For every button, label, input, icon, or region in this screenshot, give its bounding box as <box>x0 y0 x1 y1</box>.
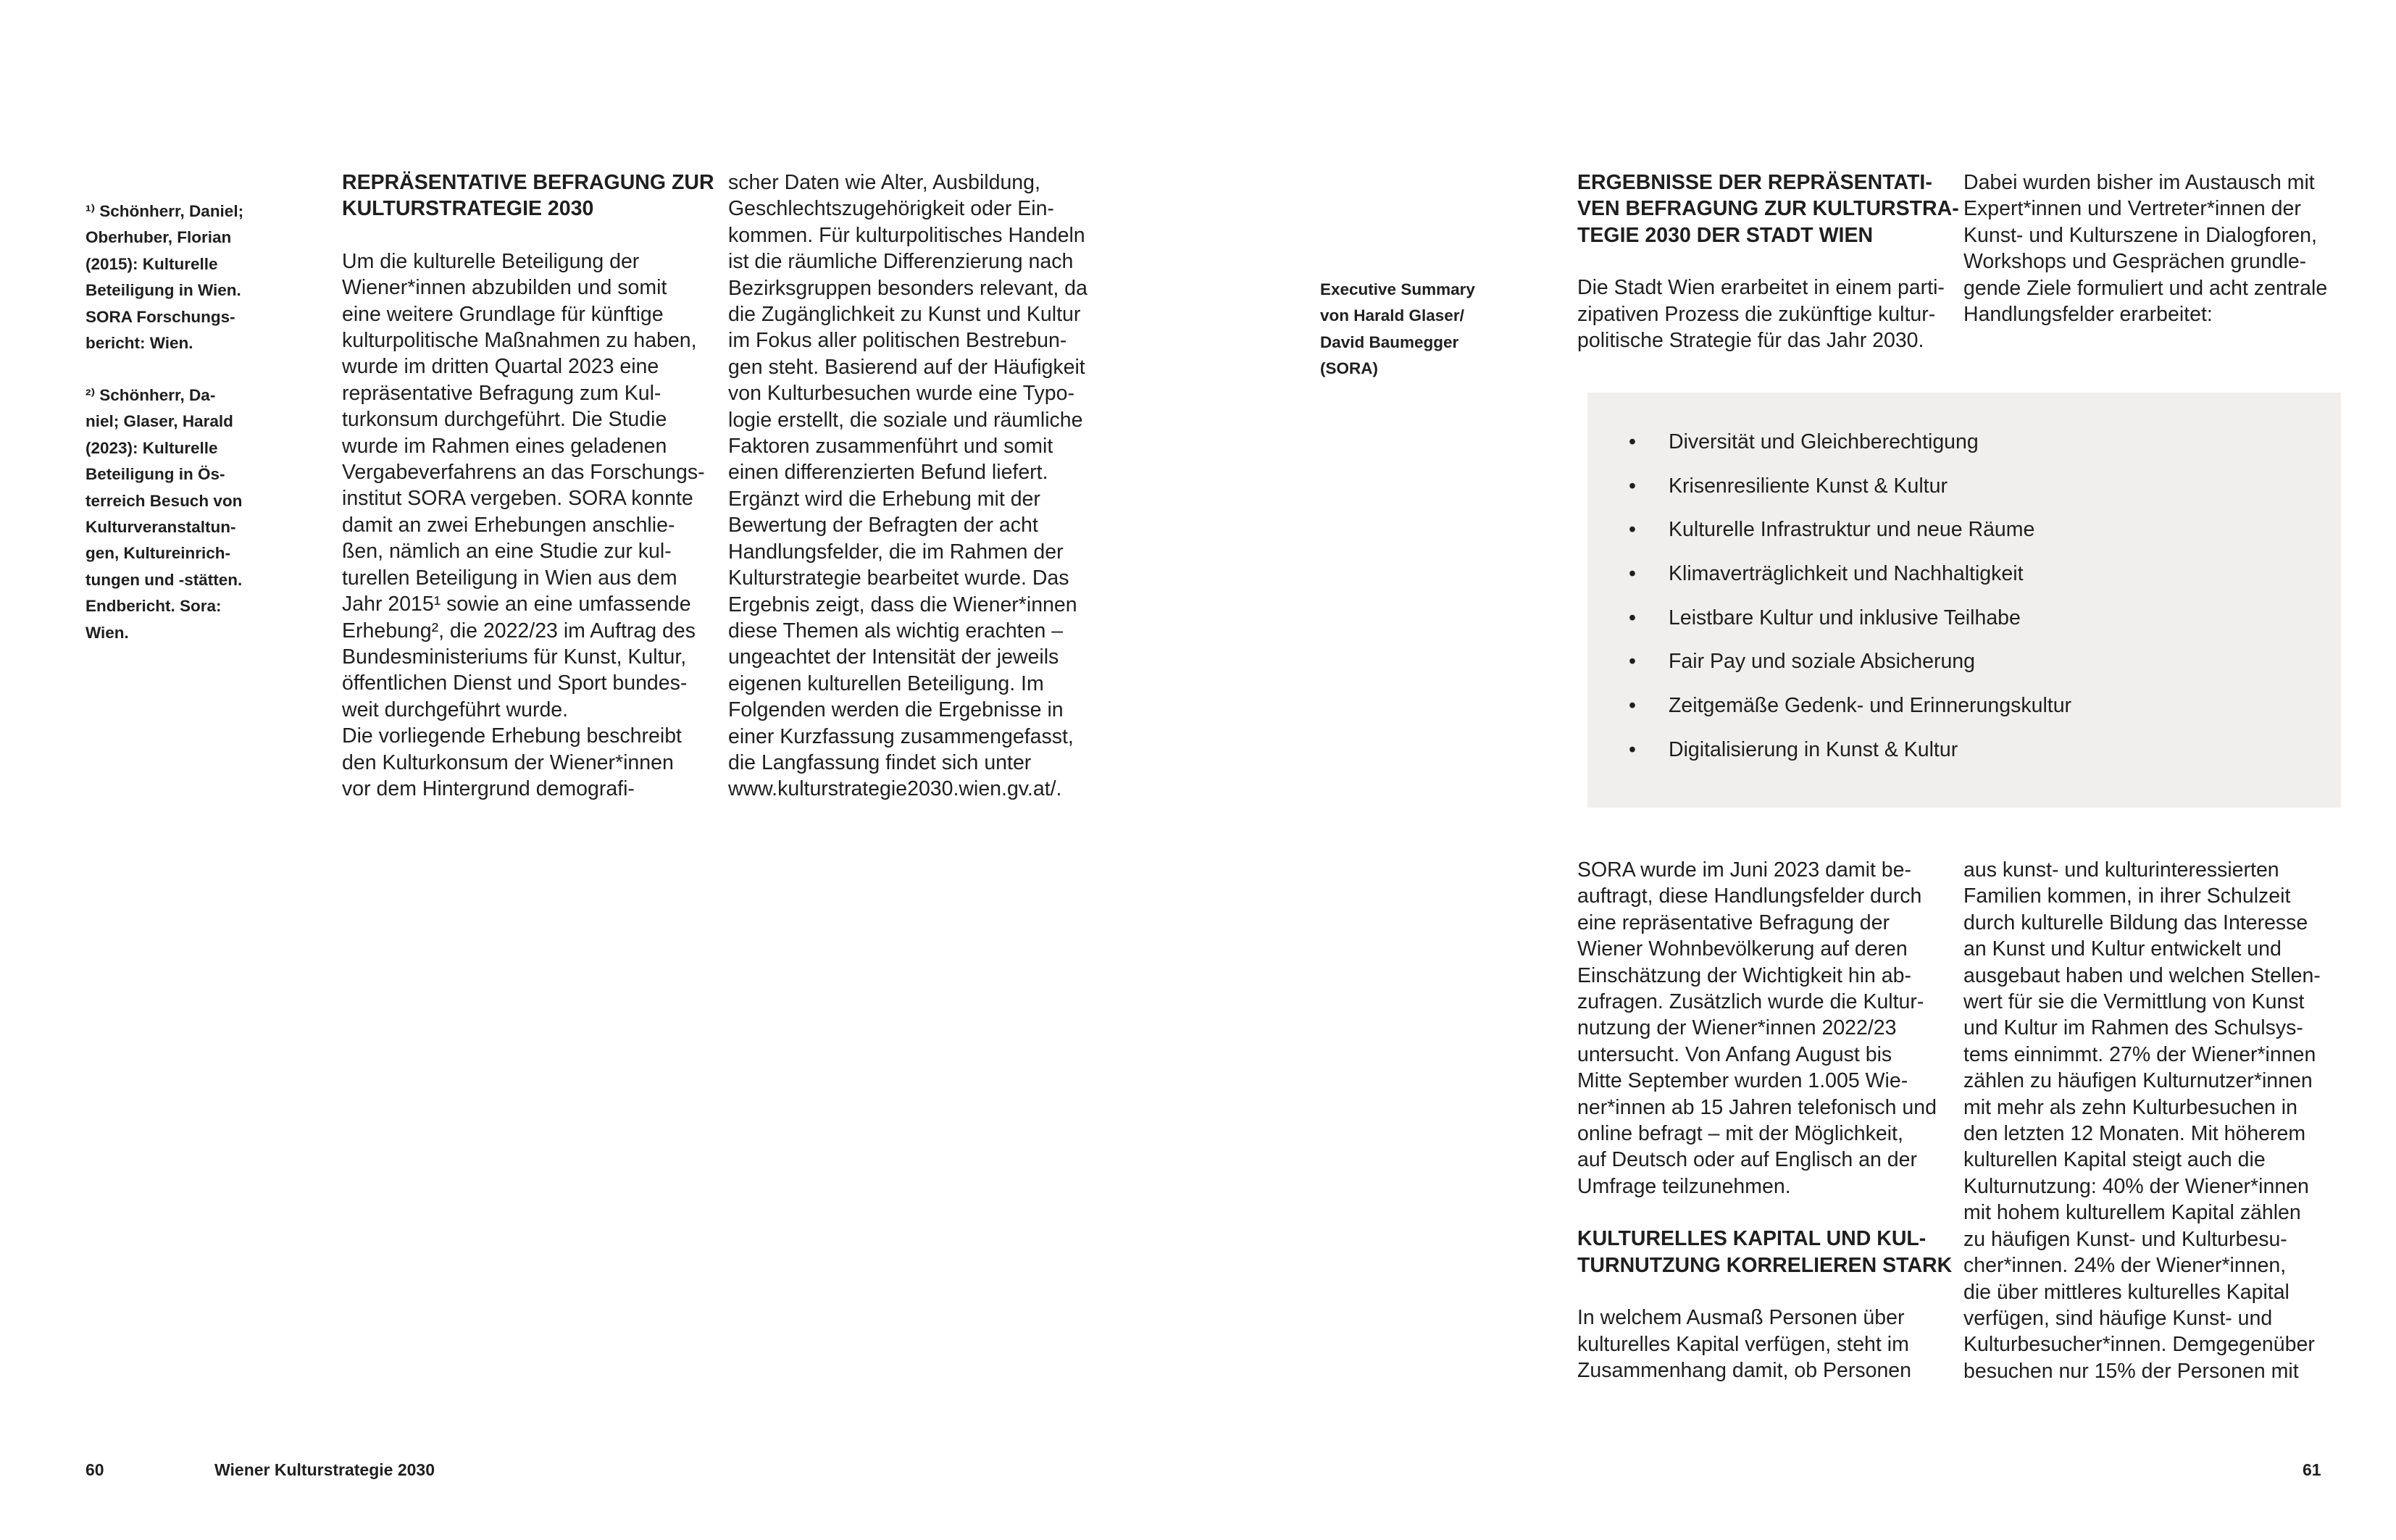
text-line: an Kunst und Kultur entwickelt und <box>1963 937 2282 961</box>
list-item <box>1629 516 2071 561</box>
list-item-label: Klimaverträglichkeit und Nachhaltigkeit <box>1669 562 2024 586</box>
text-line: gen, Kultureinrich- <box>85 544 231 563</box>
text-line: die Langfassung findet sich unter <box>728 750 1032 774</box>
section-heading-cultural-capital <box>1577 1226 1969 1279</box>
text-line: online befragt – mit der Möglichkeit, <box>1577 1122 1903 1146</box>
text-line: Wiener*innen abzubilden und somit <box>342 276 667 300</box>
text-line: wurde im dritten Quartal 2023 eine <box>342 355 659 379</box>
text-line: im Fokus aller politischen Bestrebun- <box>728 329 1067 353</box>
text-line: Geschlechtszugehörigkeit oder Ein- <box>728 197 1054 221</box>
text-line: eine weitere Grundlage für künftige <box>342 302 664 326</box>
text-line: den Kulturkonsum der Wiener*innen <box>342 750 674 774</box>
list-item-label: Zeitgemäße Gedenk- und Erinnerungskultur <box>1669 694 2072 718</box>
text-line: logie erstellt, die soziale und räumliche <box>728 408 1083 432</box>
text-line: durch kulturelle Bildung das Interesse <box>1963 911 2308 934</box>
text-line: untersucht. Von Anfang August bis <box>1577 1042 1892 1066</box>
list-item-label: Diversität und Gleichberechtigung <box>1669 430 1979 453</box>
text-line: SORA wurde im Juni 2023 damit be- <box>1577 858 1911 882</box>
text-line: zu häufigen Kunst- und Kulturbesu- <box>1963 1227 2287 1251</box>
text-line: Faktoren zusammenführt und somit <box>728 435 1053 459</box>
text-line: von Harald Glaser/ <box>1320 306 1464 325</box>
text-line: VEN BEFRAGUNG ZUR KULTURSTRA- <box>1577 197 1959 221</box>
text-line: Erhebung², die 2022/23 im Auftrag des <box>342 619 696 643</box>
executive-summary-byline <box>1320 277 1508 382</box>
text-line: Kulturnutzung: 40% der Wiener*innen <box>1963 1174 2309 1198</box>
text-line: Ergänzt wird die Erhebung mit der <box>728 487 1040 511</box>
text-line: nutzung der Wiener*innen 2022/23 <box>1577 1016 1897 1040</box>
page-number-left: 60 <box>85 1460 104 1479</box>
right-column-2-top <box>1963 170 2355 327</box>
text-line: zufragen. Zusätzlich wurde die Kultur- <box>1577 990 1924 1014</box>
left-column-2 <box>728 170 1105 803</box>
list-item <box>1629 737 2071 781</box>
text-line: Bewertung der Befragten der acht <box>728 514 1038 537</box>
section-heading-representative-survey <box>342 170 719 222</box>
text-line: tems einnimmt. 27% der Wiener*innen <box>1963 1042 2316 1066</box>
left-column-1-body <box>342 248 719 803</box>
text-line: Familien kommen, in ihrer Schulzeit <box>1963 884 2291 908</box>
list-item-label: Fair Pay und soziale Absicherung <box>1669 650 1975 674</box>
text-line: gende Ziele formuliert und acht zentrale <box>1963 276 2328 300</box>
list-item <box>1629 473 2071 517</box>
text-line: kulturelles Kapital verfügen, steht im <box>1577 1332 1909 1356</box>
text-line: Jahr 2015¹ sowie an eine umfassende <box>342 593 691 616</box>
text-line: Die vorliegende Erhebung beschreibt <box>342 724 682 748</box>
text-line: David Baumegger <box>1320 332 1459 351</box>
text-line: Zusammenhang damit, ob Personen <box>1577 1358 1912 1382</box>
section-heading-results <box>1577 170 1969 248</box>
text-line: (2023): Kulturelle <box>85 438 218 457</box>
right-column-1-top <box>1577 170 1969 353</box>
right-column-1-intro <box>1577 275 1969 353</box>
text-line: Handlungsfelder, die im Rahmen der <box>728 540 1064 564</box>
text-line: ¹⁾ Schönherr, Daniel; <box>85 202 244 220</box>
list-item <box>1629 561 2071 605</box>
right-column-2-bottom <box>1963 857 2355 1384</box>
text-line: auftragt, diese Handlungsfelder durch <box>1577 884 1922 908</box>
bullet-icon: • <box>1629 650 1636 674</box>
text-line: Kulturbesucher*innen. Demgegenüber <box>1963 1333 2315 1357</box>
list-item <box>1629 605 2071 649</box>
text-line: turellen Beteiligung in Wien aus dem <box>342 566 677 590</box>
text-line: (SORA) <box>1320 359 1378 378</box>
list-item <box>1629 692 2071 737</box>
text-line: Um die kulturelle Beteiligung der <box>342 249 640 273</box>
list-item <box>1629 429 2071 473</box>
text-line: auf Deutsch oder auf Englisch an der <box>1577 1148 1917 1172</box>
text-line: TEGIE 2030 DER STADT WIEN <box>1577 223 1874 247</box>
list-item-label: Kulturelle Infrastruktur und neue Räume <box>1669 518 2035 542</box>
page-number-right: 61 <box>2303 1460 2321 1479</box>
text-line: bericht: Wien. <box>85 334 193 353</box>
text-line: scher Daten wie Alter, Ausbildung, <box>728 171 1040 194</box>
text-line: Folgenden werden die Ergebnisse in <box>728 698 1064 722</box>
text-line: terreich Besuch von <box>85 491 243 510</box>
text-line: eine repräsentative Befragung der <box>1577 911 1890 934</box>
text-line: eigenen kulturellen Beteiligung. Im <box>728 671 1044 695</box>
text-line: mit mehr als zehn Kulturbesuchen in <box>1963 1095 2297 1119</box>
text-line: Mitte September wurden 1.005 Wie- <box>1577 1069 1908 1093</box>
text-line: Kunst- und Kulturszene in Dialogforen, <box>1963 223 2317 247</box>
left-column-2-body <box>728 170 1105 803</box>
running-title: Wiener Kulturstrategie 2030 <box>214 1460 435 1479</box>
text-line: Endbericht. Sora: <box>85 597 222 616</box>
list-item-label: Digitalisierung in Kunst & Kultur <box>1669 737 1958 761</box>
text-line: ausgebaut haben und welchen Stellen- <box>1963 963 2321 987</box>
text-line: TURNUTZUNG KORRELIEREN STARK <box>1577 1253 1953 1277</box>
text-line: Oberhuber, Florian <box>85 228 232 247</box>
text-line: tungen und -stätten. <box>85 570 243 589</box>
text-line: Die Stadt Wien erarbeitet in einem parti- <box>1577 276 1945 300</box>
text-line: ßen, nämlich an eine Studie zur kul- <box>342 540 672 564</box>
text-line: www.kulturstrategie2030.wien.gv.at/. <box>728 777 1062 801</box>
text-line: Beteiligung in Wien. <box>85 281 241 300</box>
text-line: damit an zwei Erhebungen anschlie- <box>342 513 675 537</box>
text-line: cher*innen. 24% der Wiener*innen, <box>1963 1254 2287 1278</box>
list-item-label: Krisenresiliente Kunst & Kultur <box>1669 474 1948 498</box>
text-line: Kulturstrategie bearbeitet wurde. Das <box>728 566 1069 590</box>
text-line: Expert*innen und Vertreter*innen der <box>1963 197 2301 221</box>
text-line: ²⁾ Schönherr, Da- <box>85 386 216 404</box>
text-line: öffentlichen Dienst und Sport bundes- <box>342 671 688 695</box>
right-column-1-body <box>1577 857 1969 1200</box>
footnote-1 <box>85 198 274 356</box>
list-item-label: Leistbare Kultur und inklusive Teilhabe <box>1669 606 2021 629</box>
text-line: repräsentative Befragung zum Kul- <box>342 381 661 405</box>
text-line: KULTURSTRATEGIE 2030 <box>342 197 594 221</box>
bullet-icon: • <box>1629 562 1636 586</box>
text-line: kulturellen Kapital steigt auch die <box>1963 1148 2266 1172</box>
text-line: wert für sie die Vermittlung von Kunst <box>1963 990 2305 1014</box>
text-line: Einschätzung der Wichtigkeit hin ab- <box>1577 963 1911 987</box>
text-line: die über mittleres kulturelles Kapital <box>1963 1280 2289 1304</box>
text-line: niel; Glaser, Harald <box>85 412 233 431</box>
text-line: vor dem Hintergrund demografi- <box>342 777 635 800</box>
text-line: gen steht. Basierend auf der Häufigkeit <box>728 355 1085 379</box>
text-line: Dabei wurden bisher im Austausch mit <box>1963 171 2315 194</box>
text-line: ERGEBNISSE DER REPRÄSENTATI- <box>1577 171 1932 194</box>
text-line: von Kulturbesuchen wurde eine Typo- <box>728 382 1074 406</box>
footnote-2 <box>85 382 274 646</box>
text-line: mit hohem kulturellem Kapital zählen <box>1963 1201 2301 1225</box>
text-line: kommen. Für kulturpolitisches Handeln <box>728 223 1085 247</box>
text-line: politische Strategie für das Jahr 2030. <box>1577 329 1924 353</box>
text-line: einen differenzierten Befund liefert. <box>728 461 1048 485</box>
bullet-icon: • <box>1629 474 1636 498</box>
text-line: Executive Summary <box>1320 280 1475 298</box>
text-line: den letzten 12 Monaten. Mit höherem <box>1963 1122 2306 1146</box>
text-line: turkonsum durchgeführt. Die Studie <box>342 408 667 432</box>
bullet-icon: • <box>1629 737 1636 761</box>
text-line: Kulturveranstaltun- <box>85 518 236 537</box>
action-fields-list <box>1629 429 2071 781</box>
action-fields-box <box>1587 393 2341 808</box>
text-line: Bundesministeriums für Kunst, Kultur, <box>342 645 687 669</box>
text-line: aus kunst- und kulturinteressierten <box>1963 858 2279 882</box>
text-line: Wiener Wohnbevölkerung auf deren <box>1577 937 1908 961</box>
text-line: ist die räumliche Differenzierung nach <box>728 250 1074 274</box>
bullet-icon: • <box>1629 518 1636 542</box>
text-line: Workshops und Gesprächen grundle- <box>1963 250 2307 274</box>
text-line: SORA Forschungs- <box>85 307 235 326</box>
text-line: ner*innen ab 15 Jahren telefonisch und <box>1577 1095 1937 1119</box>
text-line: zipativen Prozess die zukünftige kultur- <box>1577 302 1936 326</box>
text-line: die Zugänglichkeit zu Kunst und Kultur <box>728 303 1081 327</box>
text-line: diese Themen als wichtig erachten – <box>728 619 1064 643</box>
bullet-icon: • <box>1629 694 1636 718</box>
text-line: einer Kurzfassung zusammengefasst, <box>728 724 1074 748</box>
text-line: KULTURELLES KAPITAL UND KUL- <box>1577 1227 1927 1251</box>
text-line: kulturpolitische Maßnahmen zu haben, <box>342 329 697 353</box>
text-line: In welchem Ausmaß Personen über <box>1577 1306 1905 1330</box>
text-line: weit durchgeführt wurde. <box>342 698 569 721</box>
right-column-1-body-2 <box>1577 1305 1969 1384</box>
text-line: institut SORA vergeben. SORA konnte <box>342 487 693 511</box>
text-line: Vergabeverfahrens an das Forschungs- <box>342 461 705 485</box>
left-column-1 <box>342 170 719 802</box>
bullet-icon: • <box>1629 430 1636 453</box>
text-line: Wien. <box>85 623 129 642</box>
text-line: Bezirksgruppen besonders relevant, da <box>728 276 1088 300</box>
text-line: zählen zu häufigen Kulturnutzer*innen <box>1963 1069 2313 1093</box>
text-line: (2015): Kulturelle <box>85 254 218 273</box>
right-column-2-body <box>1963 857 2355 1384</box>
text-line: verfügen, sind häufige Kunst- und <box>1963 1306 2273 1330</box>
text-line: wurde im Rahmen eines geladenen <box>342 434 667 458</box>
text-line: Handlungsfelder erarbeitet: <box>1963 303 2213 327</box>
bullet-icon: • <box>1629 606 1636 629</box>
text-line: REPRÄSENTATIVE BEFRAGUNG ZUR <box>342 171 714 194</box>
text-line: besuchen nur 15% der Personen mit <box>1963 1359 2299 1383</box>
text-line: Ergebnis zeigt, dass die Wiener*innen <box>728 593 1077 616</box>
text-line: Beteiligung in Ös- <box>85 465 225 484</box>
right-column-1-bottom <box>1577 857 1969 1384</box>
list-item <box>1629 648 2071 692</box>
right-column-2-intro <box>1963 170 2355 327</box>
text-line: und Kultur im Rahmen des Schulsys- <box>1963 1016 2303 1040</box>
text-line: Umfrage teilzunehmen. <box>1577 1174 1791 1198</box>
text-line: ungeachtet der Intensität der jeweils <box>728 645 1059 669</box>
